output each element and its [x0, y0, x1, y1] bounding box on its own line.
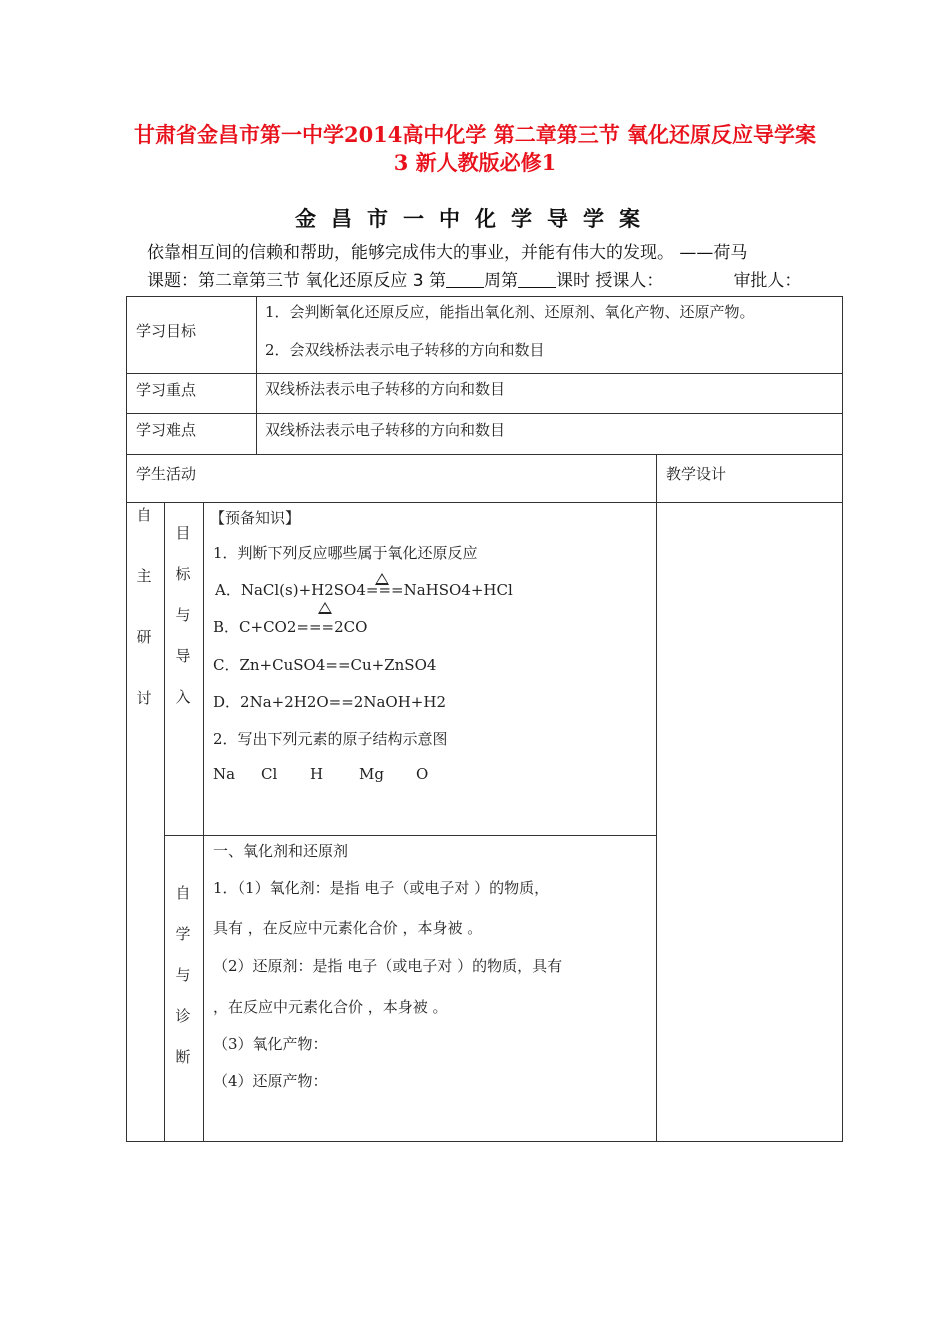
- element-na: Na: [213, 765, 236, 783]
- document-title-line1: 甘肃省金昌市第一中学2014高中化学 第二章第三节 氧化还原反应导学案: [133, 122, 817, 147]
- option-b: B．C+CO2===2CO: [213, 618, 368, 636]
- week-text: 周第: [484, 271, 519, 291]
- element-cl: Cl: [261, 765, 278, 783]
- lesson-text: 课时 授课人：: [556, 271, 664, 291]
- outer-section-label: 自 主 研 讨: [136, 506, 152, 707]
- option-a: A．NaCl(s)+H2SO4===NaHSO4+HCl: [215, 581, 513, 599]
- goal-2: 2．会双线桥法表示电子转移的方向和数目: [265, 341, 545, 359]
- heating-triangle-icon: [318, 602, 332, 614]
- difficulty-label: 学习难点: [136, 421, 197, 439]
- self-study-line-4: ，在反应中元素化合价 ，本身被 。: [213, 998, 448, 1016]
- motto: 依靠相互间的信赖和帮助，能够完成伟大的事业，并能有伟大的发现。 ——荷马: [147, 243, 748, 263]
- prep-question-2: 2．写出下列元素的原子结构示意图: [213, 730, 448, 748]
- focus-text: 双线桥法表示电子转移的方向和数目: [265, 380, 506, 398]
- element-mg: Mg: [359, 765, 384, 783]
- reduction-product: （4）还原产物：: [213, 1072, 328, 1090]
- focus-label: 学习重点: [136, 381, 197, 399]
- goal-1: 1．会判断氧化还原反应，能指出氧化剂、还原剂、氧化产物、还原产物。: [265, 303, 755, 321]
- option-d: D．2Na+2H2O==2NaOH+H2: [213, 693, 446, 711]
- self-study-line-1: 1．（1）氧化剂：是指 电子（或电子对 ）的物质，: [213, 879, 550, 897]
- activity-label: 学生活动: [136, 465, 197, 483]
- target-intro-label: 目 标 与 导 入: [175, 524, 191, 706]
- approver-text: 审批人：: [733, 271, 802, 291]
- self-study-line-3: （2）还原剂：是指 电子（或电子对 ）的物质，具有: [213, 957, 563, 975]
- element-h: H: [310, 765, 324, 783]
- heating-triangle-icon: [375, 573, 389, 585]
- self-study-label: 自 学 与 诊 断: [175, 884, 191, 1066]
- prep-heading: 【预备知识】: [210, 509, 301, 527]
- option-c: C．Zn+CuSO4==Cu+ZnSO4: [213, 656, 437, 674]
- document-title-line2: 3 新人教版必修1: [393, 150, 557, 175]
- topic-text: 课题：第二章第三节 氧化还原反应 3 第: [147, 271, 447, 291]
- goal-label: 学习目标: [136, 322, 197, 340]
- design-label: 教学设计: [666, 465, 727, 483]
- difficulty-text: 双线桥法表示电子转移的方向和数目: [265, 421, 506, 439]
- oxidation-product: （3）氧化产物：: [213, 1035, 328, 1053]
- self-study-line-2: 具有 ，在反应中元素化合价 ，本身被 。: [213, 919, 483, 937]
- prep-question-1: 1．判断下列反应哪些属于氧化还原反应: [213, 544, 478, 562]
- school-heading: 金昌市一中化学导学案: [295, 207, 655, 231]
- element-o: O: [416, 765, 429, 783]
- self-study-heading: 一、氧化剂和还原剂: [213, 842, 349, 860]
